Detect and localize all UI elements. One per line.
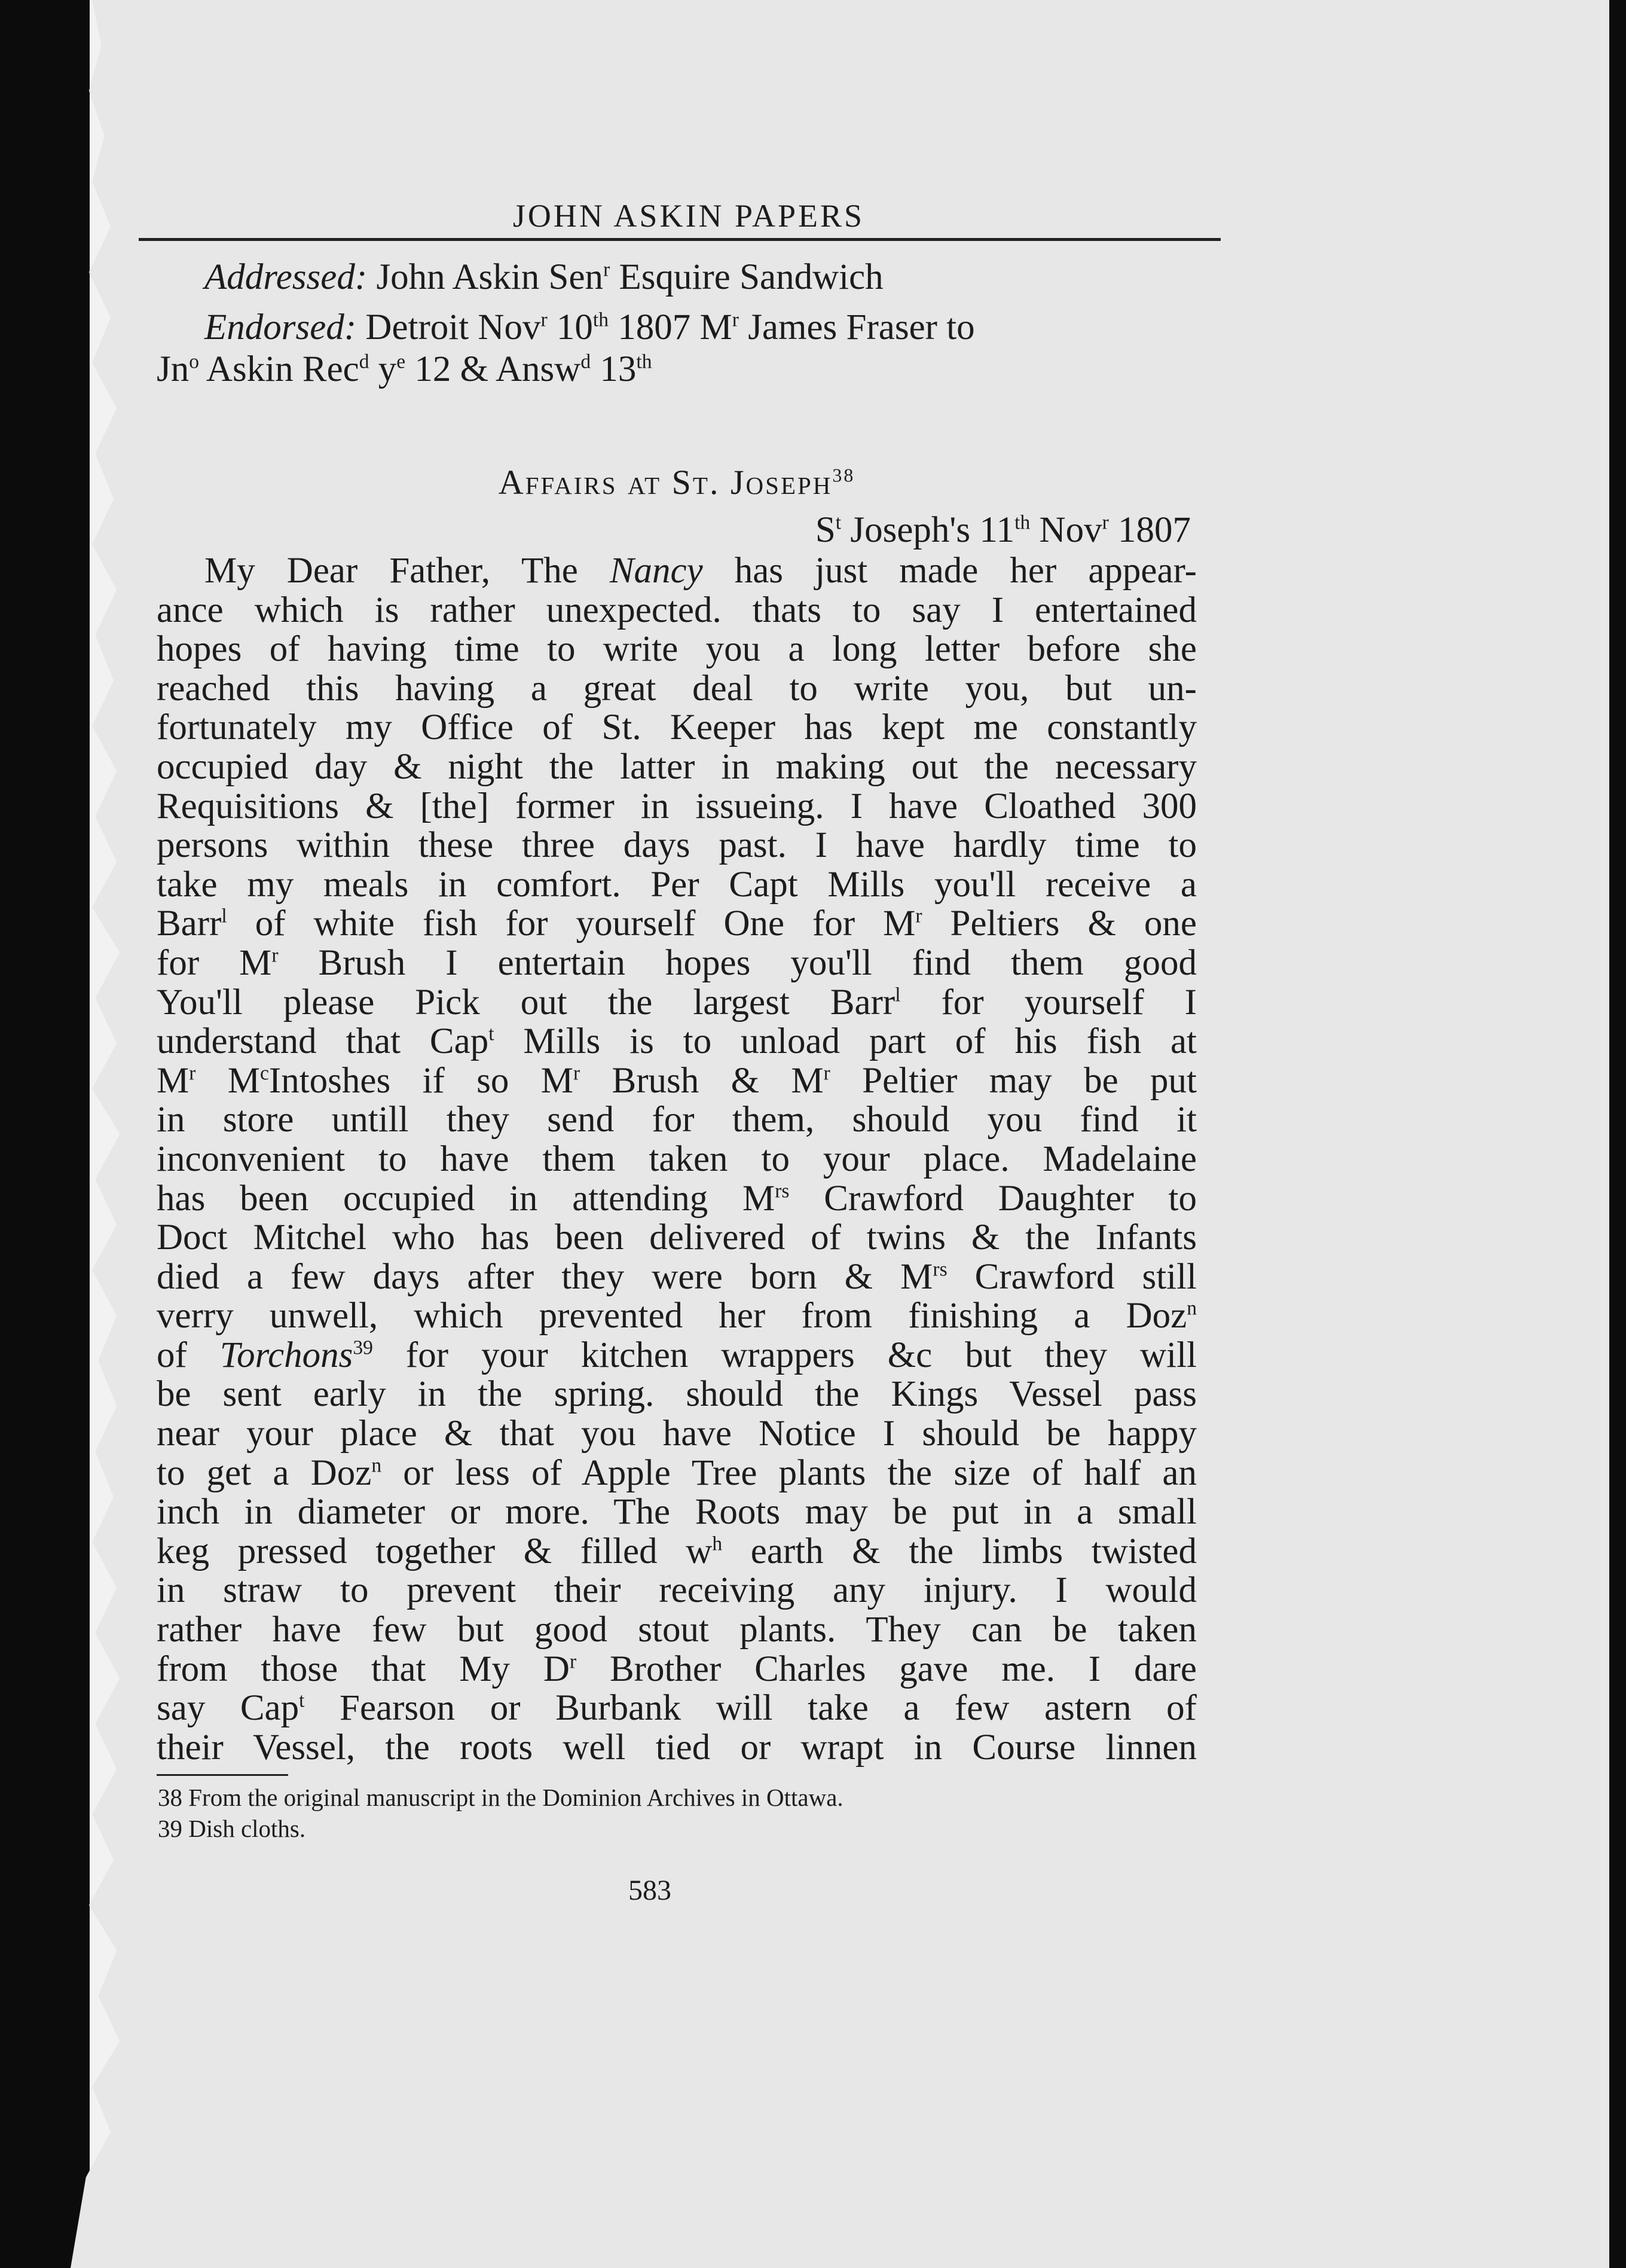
text-line: You'll please Pick out the largest Barr$^l$ for yourself I <box>157 982 1197 1022</box>
section-title: Affairs at St. Joseph$^{38}$ <box>498 463 855 502</box>
text-line: Doct Mitchel who has been delivered of twins & the Infants <box>157 1217 1197 1258</box>
footnote-ref-39: 39 <box>353 1336 373 1359</box>
text-line: for $M^r$ Brush I entertain hopes you'll find them good <box>157 942 1197 983</box>
page-content <box>157 197 1197 1907</box>
text-line: from those that My $D^r$ Brother Charles gave me. I dare <box>157 1649 1197 1689</box>
letter-body <box>157 551 1197 1767</box>
text-line: My Dear Father, The Nancy has just made her appear- <box>204 551 1197 591</box>
text-line: Requisitions & [the] former in issueing. I have Cloathed 300 <box>157 786 1197 826</box>
text-line: in store untill they send for them, should you find it <box>157 1100 1197 1140</box>
text-line: inconvenient to have them taken to your place. Madelaine <box>157 1138 1197 1179</box>
footnote-38: 38 From the original manuscript in the Dominion Archives in Ottawa. <box>158 1784 843 1812</box>
addressed-line: Addressed: John Askin Sen$^r$ Esquire Sandwich <box>204 257 884 297</box>
text-line: verry unwell, which prevented her from finishing a Doz$^n$ <box>157 1296 1197 1336</box>
endorsed-label: Endorsed: <box>204 307 357 347</box>
text-line: of Torchons$^{39}$ for your kitchen wrappers &c but they will <box>157 1335 1197 1375</box>
text-line: take my meals in comfort. Per Capt Mills you'll receive a <box>157 864 1197 905</box>
scan-background-left <box>0 0 90 2268</box>
text-line: their Vessel, the roots well tied or wrapt in Course linnen <box>157 1727 1197 1768</box>
text-line: rather have few but good stout plants. They can be taken <box>157 1610 1197 1650</box>
header-rule <box>139 238 1221 241</box>
text-line: keg pressed together & filled $w^h$ earth & the limbs twisted <box>157 1531 1197 1571</box>
text-line: Barr$^l$ of white fish for yourself One for $M^r$ Peltiers & one <box>157 903 1197 944</box>
text-line: near your place & that you have Notice I should be happy <box>157 1414 1197 1454</box>
letter-dateline: $S^t$ Joseph's 11th Nov$^r$ 1807 <box>815 510 1191 550</box>
text-line: to get a Doz$^n$ or less of Apple Tree plants the size of half an <box>157 1452 1197 1493</box>
text-line: ance which is rather unexpected. thats to say I entertained <box>157 590 1197 630</box>
running-head: JOHN ASKIN PAPERS <box>512 198 865 234</box>
page-number: 583 <box>628 1875 671 1907</box>
scan-background-right <box>1609 0 1626 2268</box>
text-line: be sent early in the spring. should the Kings Vessel pass <box>157 1374 1197 1415</box>
endorsed-line: Endorsed: Detroit Nov$^r$ 10th 1807 $M^r$ James Fraser to <box>204 307 975 347</box>
footnote-rule <box>157 1774 288 1776</box>
text-line: fortunately my Office of St. Keeper has kept me constantly <box>157 707 1197 748</box>
text-line: $M^r$ $M^cIntoshes$ if so $M^r$ Brush & $M^r$ Peltier may be put <box>157 1060 1197 1101</box>
text-line: understand that Cap$^t$ Mills is to unload part of his fish at <box>157 1021 1197 1062</box>
text-line: reached this having a great deal to write you, but un- <box>157 668 1197 709</box>
addressed-label: Addressed: <box>204 257 368 297</box>
text-line: died a few days after they were born & $M^{rs}$ Crawford still <box>157 1256 1197 1297</box>
text-line: say Cap$^t$ Fearson or Burbank will take a few astern of <box>157 1688 1197 1729</box>
footnote-ref-38: 38 <box>832 465 855 486</box>
text-line: persons within these three days past. I have hardly time to <box>157 825 1197 866</box>
text-line: has been occupied in attending $M^{rs}$ Crawford Daughter to <box>157 1178 1197 1219</box>
text-line: inch in diameter or more. The Roots may be put in a small <box>157 1492 1197 1533</box>
footnote-39: 39 Dish cloths. <box>158 1815 306 1843</box>
text-line: occupied day & night the latter in making out the necessary <box>157 746 1197 787</box>
text-line: in straw to prevent their receiving any injury. I would <box>157 1570 1197 1611</box>
endorsed-line-2: Jn$^o$ Askin Rec$^d$ $y^e$ 12 & Answ$^d$ 13th <box>157 349 652 389</box>
text-line: hopes of having time to write you a long letter before she <box>157 629 1197 670</box>
